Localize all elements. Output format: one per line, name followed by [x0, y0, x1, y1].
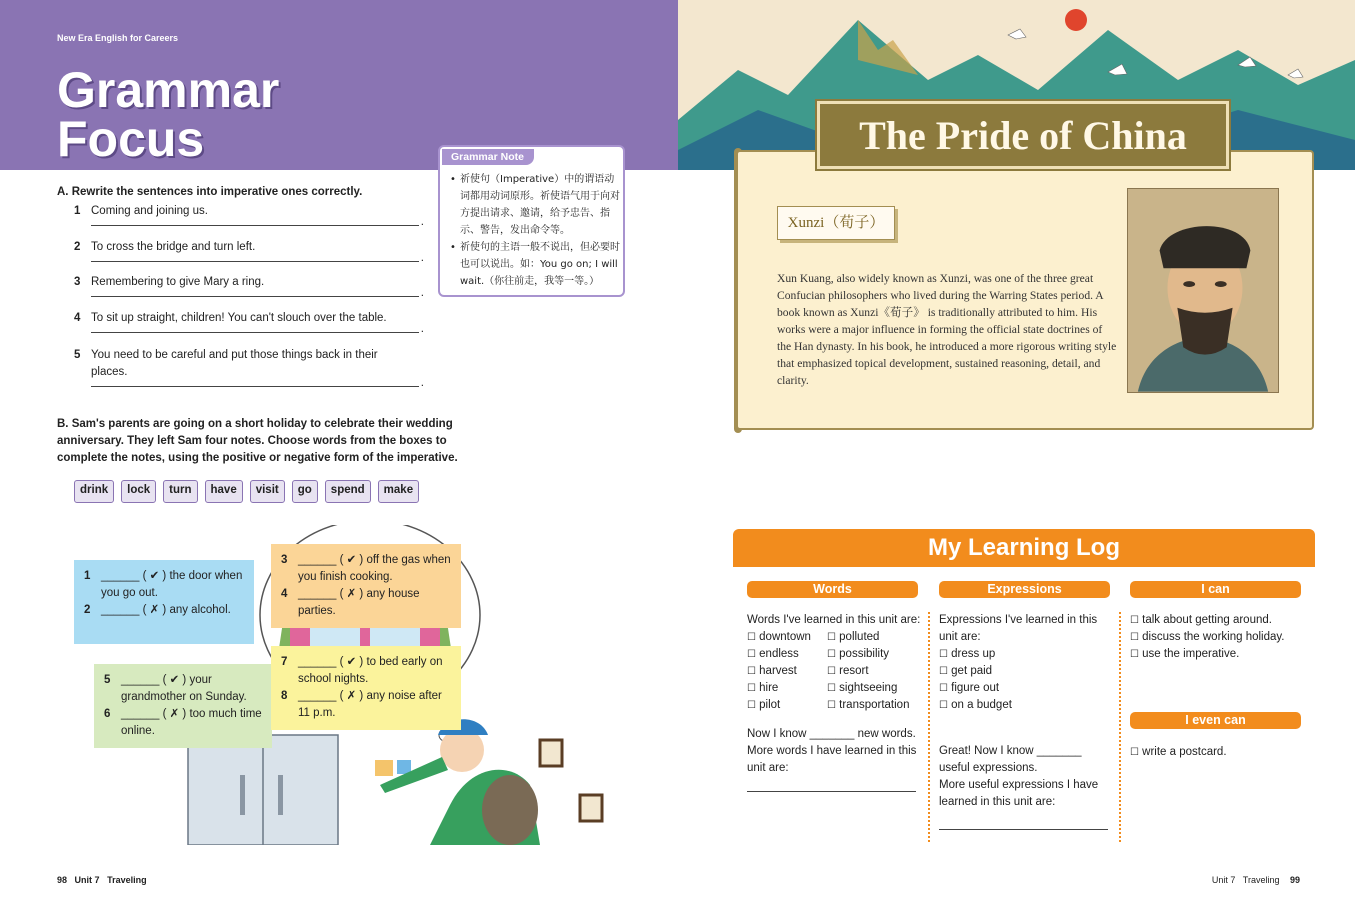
checkbox-ican[interactable]: ☐ talk about getting around.: [1130, 612, 1310, 629]
column-divider: [928, 612, 930, 842]
note-text: ______ ( ✗ ) any alcohol.: [101, 604, 231, 616]
item-number: 3: [74, 276, 81, 288]
exercise-item: [74, 203, 424, 226]
word-box[interactable]: have: [205, 480, 243, 503]
expressions-count: Great! Now I know _______ useful expressions.: [939, 745, 1082, 774]
boy-figure: [380, 719, 540, 845]
checkbox-word[interactable]: ☐ harvest: [747, 663, 827, 680]
ican-heading: I can: [1130, 581, 1301, 598]
word-box[interactable]: visit: [250, 480, 285, 503]
title-line-2: Focus: [57, 111, 205, 167]
checkbox-expression[interactable]: ☐ on a budget: [939, 697, 1111, 714]
note-number: 5: [104, 674, 111, 686]
footer-right: [1212, 875, 1300, 885]
ieven-heading: I even can: [1130, 712, 1301, 729]
exercise-item: [74, 310, 424, 333]
checkbox-word[interactable]: ☐ transportation: [827, 697, 917, 714]
checkbox-ieven[interactable]: ☐ write a postcard.: [1130, 744, 1310, 761]
exercise-item: [74, 274, 424, 297]
answer-line[interactable]: [91, 261, 419, 262]
sticky-note: [271, 544, 461, 628]
grammar-note-point: • 祈使句（Imperative）中的谓语动词都用动词原形。祈使语气用于向对方提出请求、邀请，给予忠告、指示、警告，发出命令等。: [450, 171, 620, 239]
checkbox-expression[interactable]: ☐ figure out: [939, 680, 1111, 697]
checkbox-word[interactable]: ☐ downtown: [747, 629, 827, 646]
expressions-column: [939, 612, 1111, 830]
series-title: New Era English for Careers: [57, 33, 179, 43]
page-number: 99: [1289, 875, 1300, 885]
note-number: 3: [281, 554, 288, 566]
item-text: You need to be careful and put those things back in their places.: [91, 349, 378, 378]
answer-line[interactable]: [91, 225, 419, 226]
checkbox-word[interactable]: ☐ hire: [747, 680, 827, 697]
note-number: 1: [84, 570, 91, 582]
expressions-heading: Expressions: [939, 581, 1110, 598]
ieven-column: [1130, 744, 1310, 761]
title-line-1: Grammar: [57, 62, 280, 118]
word-box[interactable]: lock: [121, 480, 156, 503]
note-text: ______ ( ✗ ) any noise after 11 p.m.: [298, 690, 442, 719]
note-number: 7: [281, 656, 288, 668]
section-a-instruction: A. Rewrite the sentences into imperative ones correctly.: [57, 186, 363, 198]
note-number: 8: [281, 690, 288, 702]
sticky-note: [271, 646, 461, 730]
item-number: 5: [74, 349, 81, 361]
checkbox-word[interactable]: ☐ possibility: [827, 646, 917, 663]
word-box[interactable]: make: [378, 480, 419, 503]
checkbox-word[interactable]: ☐ sightseeing: [827, 680, 917, 697]
sun-icon: [1065, 9, 1087, 31]
words-heading: Words: [747, 581, 918, 598]
exercise-item: [74, 347, 424, 387]
answer-line[interactable]: [91, 296, 419, 297]
item-text: Remembering to give Mary a ring.: [91, 276, 265, 288]
note-text: ______ ( ✗ ) any house parties.: [298, 588, 420, 617]
note-number: 2: [84, 604, 91, 616]
checkbox-expression[interactable]: ☐ get paid: [939, 663, 1111, 680]
checkbox-ican[interactable]: ☐ use the imperative.: [1130, 646, 1310, 663]
item-text: To sit up straight, children! You can't slouch over the table.: [91, 312, 387, 324]
words-write-line[interactable]: [747, 791, 916, 792]
word-box-row: [74, 480, 419, 503]
grammar-note-point: • 祈使句的主语一般不说出，但必要时也可以说出。如：You go on; I will wait.（你往前走，我等一等。）: [450, 239, 620, 290]
checkbox-word[interactable]: ☐ resort: [827, 663, 917, 680]
pride-title-plate: [817, 101, 1229, 169]
words-count: Now I know _______ new words.: [747, 728, 916, 740]
note-number: 4: [281, 588, 288, 600]
grammar-note-label: Grammar Note: [442, 149, 534, 165]
item-text: Coming and joining us.: [91, 205, 208, 217]
note-text: ______ ( ✗ ) too much time online.: [121, 708, 262, 737]
item-number: 2: [74, 241, 81, 253]
expressions-more: More useful expressions I have learned in this unit are:: [939, 779, 1099, 808]
word-box[interactable]: spend: [325, 480, 371, 503]
footer-left: [57, 875, 147, 885]
column-divider: [1119, 612, 1121, 842]
pride-title: The Pride of China: [859, 113, 1187, 158]
ican-column: [1130, 612, 1310, 663]
page-title: [57, 62, 280, 167]
note-text: ______ ( ✔ ) your grandmother on Sunday.: [121, 674, 247, 703]
subject-label: Xunzi（荀子）: [777, 206, 895, 240]
checkbox-word[interactable]: ☐ polluted: [827, 629, 917, 646]
page-number: 98: [57, 875, 68, 885]
checkbox-ican[interactable]: ☐ discuss the working holiday.: [1130, 629, 1310, 646]
biography-text: Xun Kuang, also widely known as Xunzi, was one of the three great Confucian philosophers who lived during the Warring States period. A book known as Xunzi《荀子》 is traditionally attributed to him. His works were a major influence in forming the official state doctrines of the Han dynasty. In his book, he introduced a more rigorous writing style that emphasized topical development, sustained reasoning, detail, and clarity.: [777, 272, 1117, 387]
expressions-write-line[interactable]: [939, 829, 1108, 830]
word-box[interactable]: go: [292, 480, 318, 503]
footer-topic: Traveling: [107, 875, 147, 885]
word-box[interactable]: turn: [163, 480, 197, 503]
words-intro: Words I've learned in this unit are:: [747, 614, 921, 626]
word-box[interactable]: drink: [74, 480, 114, 503]
sticky-note: [94, 664, 272, 748]
exercise-item: [74, 239, 424, 262]
grammar-note-box: [438, 145, 625, 297]
checkbox-expression[interactable]: ☐ dress up: [939, 646, 1111, 663]
item-number: 1: [74, 205, 81, 217]
expressions-intro: Expressions I've learned in this unit are:: [939, 614, 1098, 643]
words-column: [747, 612, 922, 792]
xunzi-portrait: [1127, 188, 1279, 393]
answer-line[interactable]: [91, 332, 419, 333]
note-text: ______ ( ✔ ) the door when you go out.: [101, 570, 243, 599]
section-b-instruction: B. Sam's parents are going on a short holiday to celebrate their wedding anniversary. They left Sam four notes. Choose words from the boxes to complete the notes, using the positive or negative form of the imperative.: [57, 418, 458, 464]
footer-unit: Unit 7: [74, 875, 100, 885]
item-text: To cross the bridge and turn left.: [91, 241, 256, 253]
note-text: ______ ( ✔ ) to bed early on school nights.: [298, 656, 443, 685]
note-text: ______ ( ✔ ) off the gas when you finish cooking.: [298, 554, 451, 583]
item-number: 4: [74, 312, 81, 324]
learning-log-title: My Learning Log: [733, 529, 1315, 567]
footer-topic: Traveling: [1242, 875, 1280, 885]
footer-unit: Unit 7: [1211, 875, 1236, 885]
words-more: More words I have learned in this unit are:: [747, 745, 917, 774]
checkbox-word[interactable]: ☐ pilot: [747, 697, 827, 714]
note-number: 6: [104, 708, 111, 720]
checkbox-word[interactable]: ☐ endless: [747, 646, 827, 663]
answer-line[interactable]: [91, 386, 419, 387]
sticky-note: [74, 560, 254, 644]
